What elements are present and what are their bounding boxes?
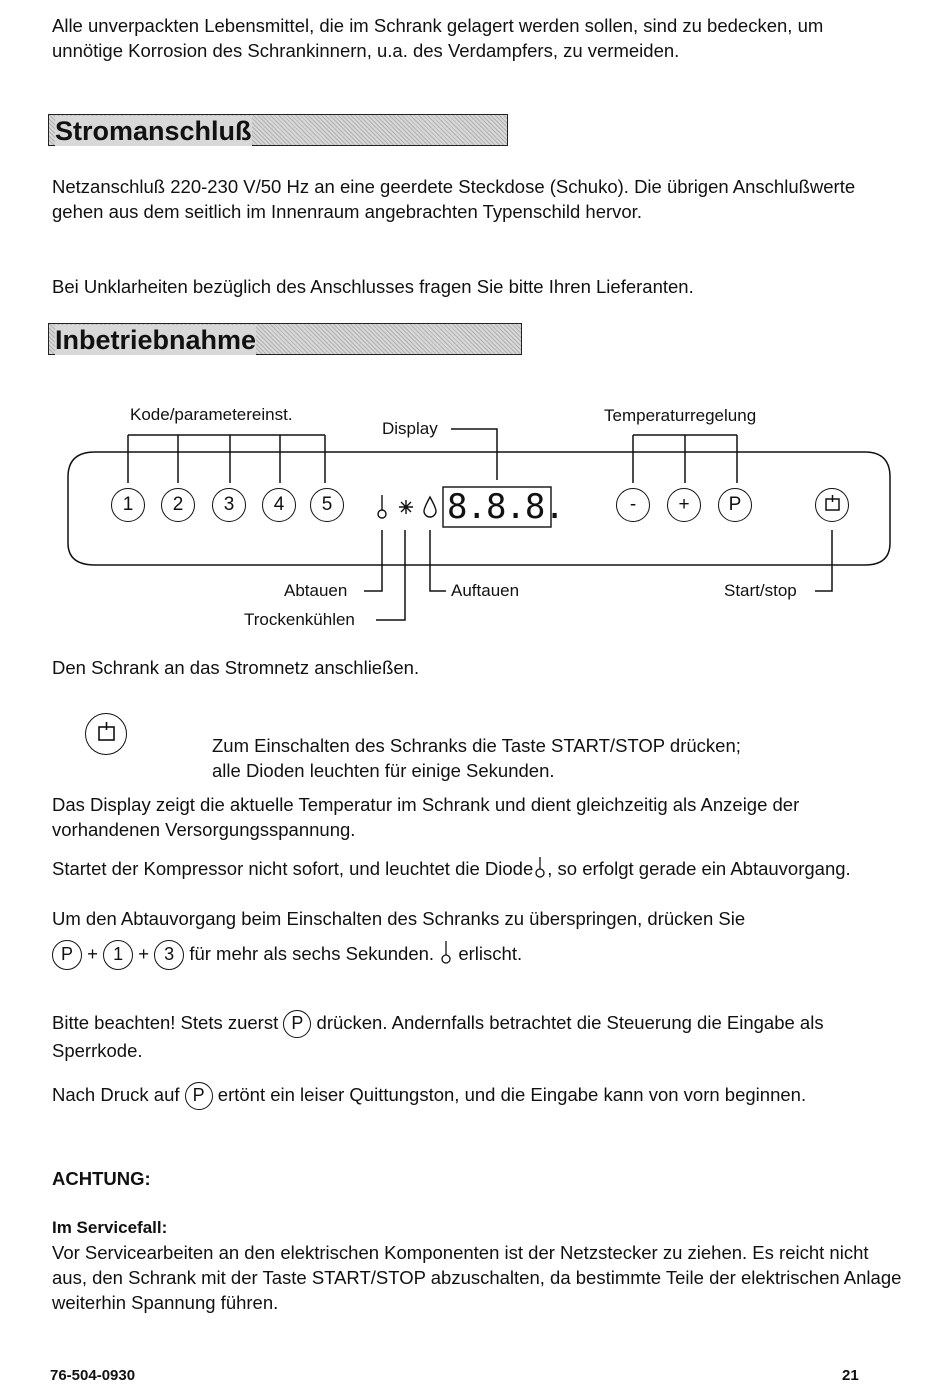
skip-defrost-paragraph: Um den Abtauvorgang beim Einschalten des Schranks zu überspringen, drücken Sie bbox=[52, 908, 746, 929]
label-temperature-control: Temperaturregelung bbox=[604, 406, 757, 425]
compressor-text-b: , so erfolgt gerade ein Abtauvorgang. bbox=[547, 858, 851, 879]
warning-title: ACHTUNG: bbox=[52, 1168, 151, 1189]
plus-sign-2: + bbox=[138, 943, 150, 964]
code-button-1: 1 bbox=[111, 488, 145, 522]
display-paragraph: Das Display zeigt die aktuelle Temperatur im Schrank und dient gleichzeitig als Anzeige der vorhandenen Versorgungsspannung. bbox=[52, 794, 800, 840]
section-heading-startup bbox=[48, 323, 522, 355]
note-text-a: Bitte beachten! Stets zuerst bbox=[52, 1012, 279, 1033]
code-button-3: 3 bbox=[212, 488, 246, 522]
power-paragraph-1: Netzanschluß 220-230 V/50 Hz an eine geerdete Steckdose (Schuko). Die übrigen Anschlußwerte gehen aus dem seitlich im Innenraum angebrachten Typenschild hervor. bbox=[52, 176, 856, 222]
code-button-2: 2 bbox=[161, 488, 195, 522]
label-code-settings: Kode/parametereinst. bbox=[130, 405, 293, 424]
switch-on-line-2: alle Dioden leuchten für einige Sekunden. bbox=[212, 760, 555, 781]
label-dry-cooling: Trockenkühlen bbox=[244, 610, 355, 629]
code-button-4: 4 bbox=[262, 488, 296, 522]
section-heading-power-text: Stromanschluß bbox=[55, 116, 252, 146]
page-number: 21 bbox=[842, 1367, 859, 1384]
press-p-paragraph bbox=[52, 1082, 892, 1110]
label-thawing: Auftauen bbox=[451, 581, 520, 600]
note-paragraph bbox=[52, 1010, 892, 1064]
note-text-b: drücken. Andernfalls betrachtet die Steuerung die Eingabe als Sperrkode. bbox=[52, 1012, 824, 1062]
key-1: 1 bbox=[103, 940, 133, 970]
start-stop-key bbox=[85, 713, 127, 755]
switch-on-line-1: Zum Einschalten des Schranks die Taste START/STOP drücken; bbox=[212, 735, 741, 756]
code-button-5: 5 bbox=[310, 488, 344, 522]
temp-plus-button: + bbox=[667, 488, 701, 522]
thermometer-icon bbox=[533, 856, 547, 878]
key-combination-line bbox=[52, 937, 902, 971]
control-panel-diagram bbox=[0, 395, 950, 645]
compressor-paragraph bbox=[52, 856, 892, 881]
plus-sign-1: + bbox=[87, 943, 98, 964]
key-p-inline: P bbox=[185, 1082, 213, 1110]
press-text-a: Nach Druck auf bbox=[52, 1084, 180, 1105]
label-start-stop: Start/stop bbox=[724, 581, 797, 600]
switch-on-instruction bbox=[212, 733, 892, 783]
temp-minus-button: - bbox=[616, 488, 650, 522]
power-paragraph-2: Bei Unklarheiten bezüglich des Anschlusses fragen Sie bitte Ihren Lieferanten. bbox=[52, 276, 694, 297]
power-icon bbox=[817, 489, 848, 520]
doc-number: 76-504-0930 bbox=[50, 1367, 136, 1384]
thermometer-icon bbox=[439, 940, 453, 964]
power-button bbox=[815, 488, 849, 522]
display-digits: 8.8.8. bbox=[447, 487, 564, 527]
connect-paragraph: Den Schrank an das Stromnetz anschließen. bbox=[52, 657, 420, 678]
key-3: 3 bbox=[154, 940, 184, 970]
power-icon bbox=[87, 714, 126, 753]
label-display: Display bbox=[382, 419, 438, 438]
program-button: P bbox=[718, 488, 752, 522]
compressor-text-a: Startet der Kompressor nicht sofort, und leuchtet die Diode bbox=[52, 858, 534, 879]
combo-end: erlischt. bbox=[458, 943, 523, 964]
warning-paragraph: Vor Servicearbeiten an den elektrischen Komponenten ist der Netzstecker zu ziehen. Es reicht nicht aus, den Schrank mit der Taste START/STOP abzuschalten, da bestimmte Teile der elektrischen Anlage weiterhin Spannung führen. bbox=[52, 1242, 902, 1313]
press-text-b: ertönt ein leiser Quittungston, und die Eingabe kann von vorn beginnen. bbox=[217, 1084, 807, 1105]
label-defrost: Abtauen bbox=[284, 581, 348, 600]
key-p-inline: P bbox=[283, 1010, 311, 1038]
key-p: P bbox=[52, 940, 82, 970]
intro-paragraph: Alle unverpackten Lebensmittel, die im Schrank gelagert werden sollen, sind zu bedecken, um unnötige Korrosion des Schrankinnern, u.a. des Verdampfers, zu vermeiden. bbox=[52, 15, 824, 61]
section-heading-power bbox=[48, 114, 508, 146]
warning-subtitle: Im Servicefall: bbox=[52, 1218, 168, 1237]
section-heading-startup-text: Inbetriebnahme bbox=[55, 325, 257, 355]
combo-suffix: für mehr als sechs Sekunden. bbox=[189, 943, 435, 964]
